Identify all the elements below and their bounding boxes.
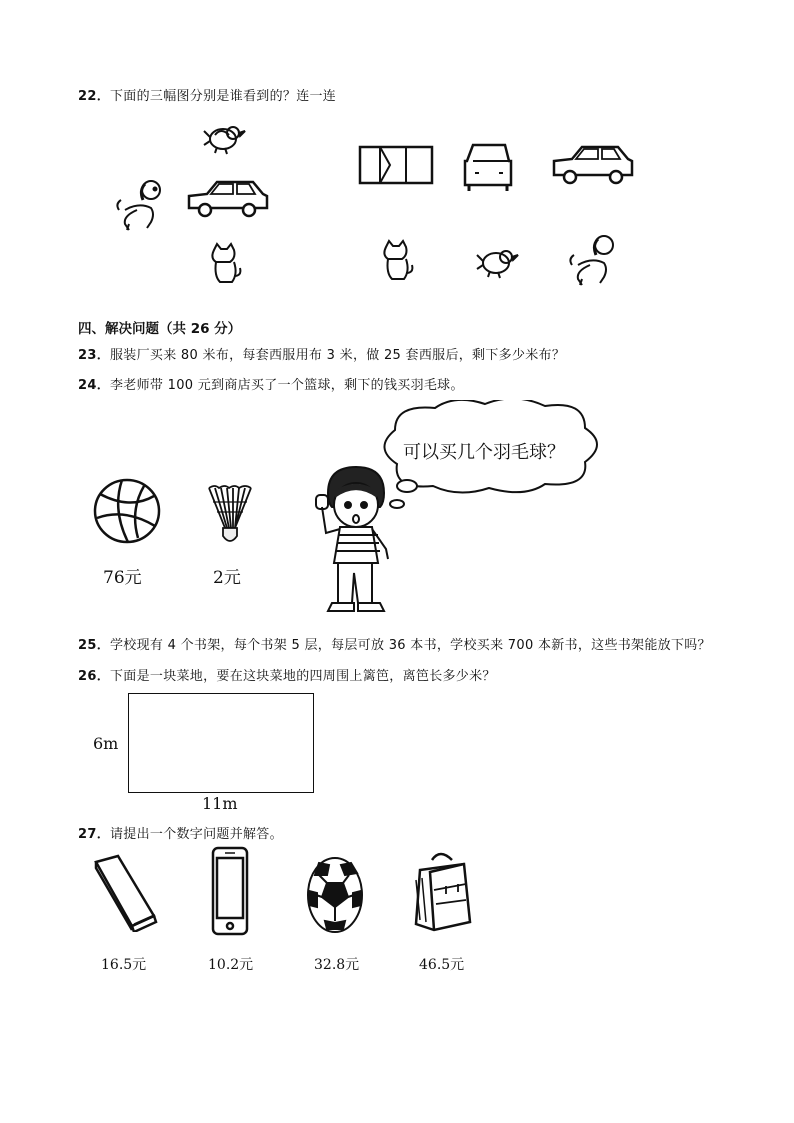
car-front-view-icon (465, 145, 511, 191)
phone-icon (210, 846, 250, 936)
book-icon (92, 852, 162, 932)
bird-icon (204, 127, 245, 154)
section-heading: 四、解决问题（共 26 分） (78, 321, 242, 337)
backpack-icon (412, 850, 472, 935)
plot-width-label: 11m (202, 794, 238, 813)
car-top-view-icon (360, 147, 432, 183)
basketball-price: 76元 (103, 568, 142, 588)
basketball-icon (92, 476, 162, 546)
question-27 (78, 823, 283, 842)
backpack-price: 46.5元 (419, 957, 465, 973)
cat-icon (384, 241, 412, 279)
thought-bubble-text: 可以买几个羽毛球？ (403, 442, 565, 463)
soccer-ball-icon (305, 855, 365, 935)
cat-icon (212, 244, 240, 282)
car-side-view-icon (554, 147, 632, 183)
question-text: 请提出一个数字问题并解答。 (110, 827, 283, 842)
question-number: 26． (78, 669, 110, 684)
bird-icon (477, 251, 518, 278)
question-25 (78, 634, 711, 653)
car-side-icon (189, 182, 267, 216)
question-text: 服装厂买来 80 米布，每套西服用布 3 米，做 25 套西服后，剩下多少米布？ (110, 348, 566, 363)
dog-icon (117, 181, 160, 230)
question-text: 学校现有 4 个书架，每个书架 5 层，每层可放 36 本书，学校买来 700 本新书，这些书架能放下吗？ (110, 638, 711, 653)
plot-height-label: 6m (93, 734, 119, 753)
dog-icon (570, 236, 613, 285)
question-23 (78, 344, 565, 363)
question-text: 下面是一块菜地，要在这块菜地的四周围上篱笆，离笆长多少米？ (110, 669, 496, 684)
question-number: 24． (78, 378, 110, 393)
vegetable-plot-rectangle (128, 693, 314, 793)
question-text: 李老师带 100 元到商店买了一个篮球，剩下的钱买羽毛球。 (110, 378, 464, 393)
question-number: 25． (78, 638, 110, 653)
question-number: 27． (78, 827, 110, 842)
question-number: 22． (78, 89, 110, 104)
question-number: 23． (78, 348, 110, 363)
question-22 (78, 85, 336, 104)
question-24 (78, 374, 464, 393)
views-illustration (350, 135, 650, 295)
book-price: 16.5元 (101, 957, 147, 973)
shuttlecock-icon (205, 484, 255, 554)
question-26 (78, 665, 496, 684)
shuttlecock-price: 2元 (213, 568, 241, 588)
phone-price: 10.2元 (208, 957, 254, 973)
question-text: 下面的三幅图分别是谁看到的？连一连 (110, 89, 337, 104)
soccer-ball-price: 32.8元 (314, 957, 360, 973)
observer-scene-illustration (110, 118, 280, 288)
